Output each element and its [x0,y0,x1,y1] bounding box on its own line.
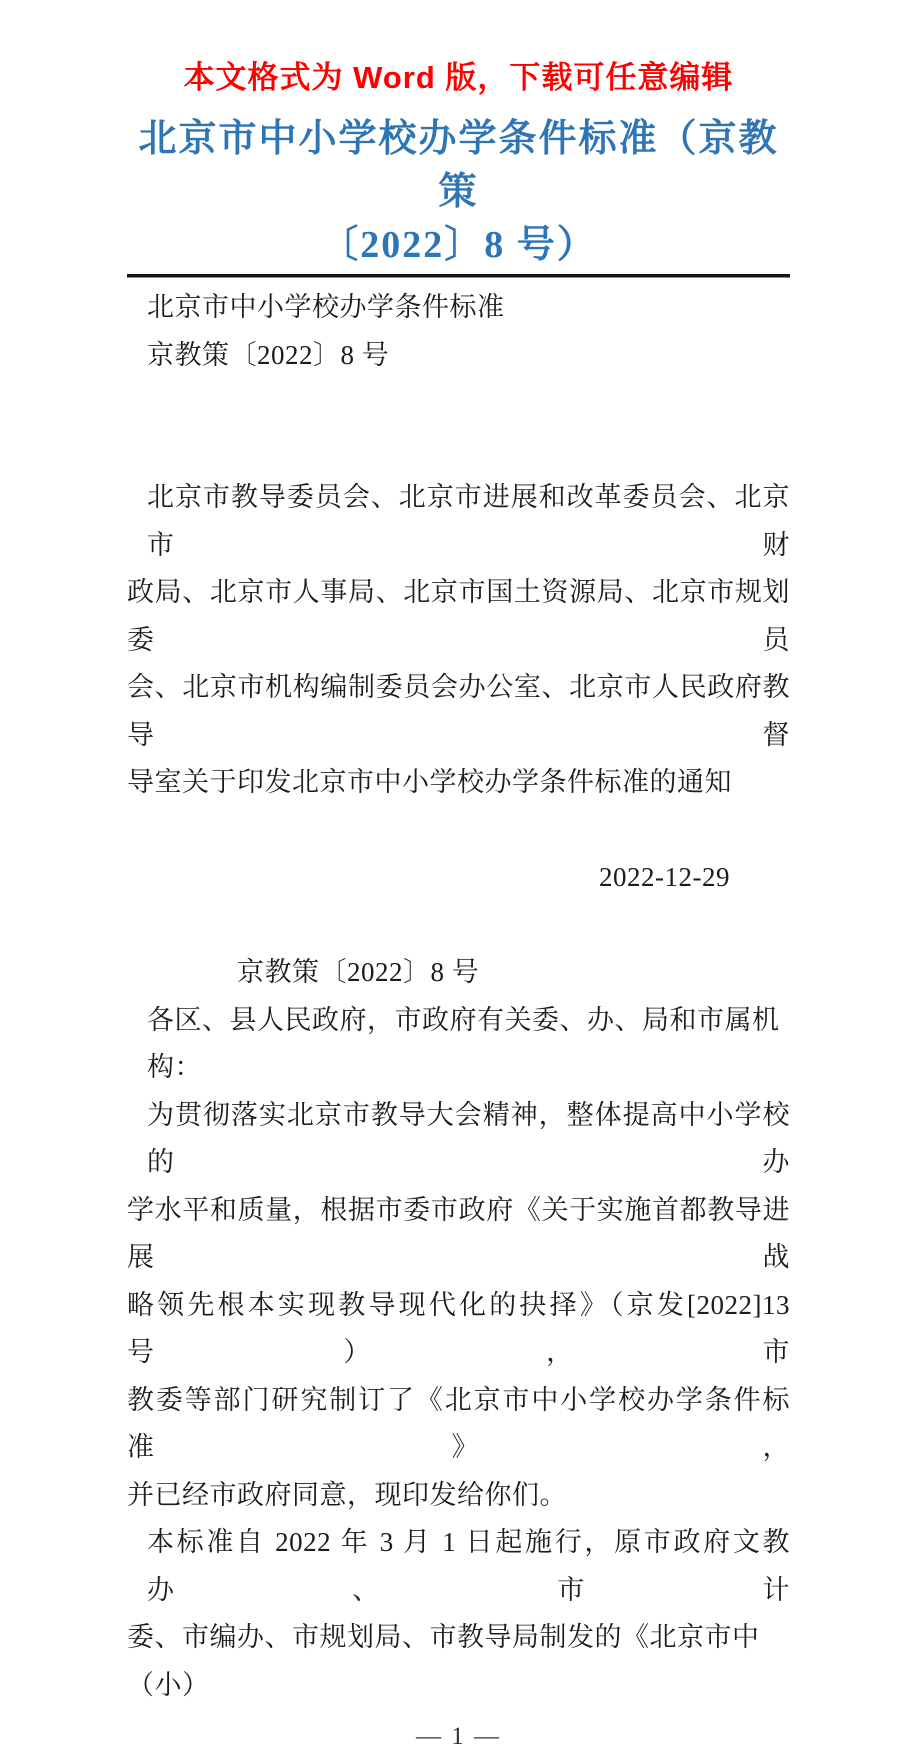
document-title-line-2: 〔2022〕8 号） [320,224,597,266]
blank-line [127,379,790,474]
blank-line [127,807,790,855]
paragraph-line: 会、北京市机构编制委员会办公室、北京市人民政府教导督 [127,672,790,750]
document-title [127,113,790,272]
format-notice-banner: 本文格式为 Word 版，下载可任意编辑 [183,60,734,95]
page-number: — 1 — [416,1723,501,1750]
text-line: 北京市中小学校办学条件标准 [147,292,505,322]
blank-line [127,902,790,950]
paragraph-line: 委、市编办、市规划局、市教导局制发的《北京市中（小） [127,1622,760,1700]
paragraph-line: 为贯彻落实北京市教导大会精神，整体提高中小学校的办 [147,1099,790,1177]
title-divider-rule [127,274,790,278]
paragraph-line: 学水平和质量，根据市委市政府《关于实施首都教导进展战 [127,1194,790,1272]
date-line: 2022-12-29 [599,862,730,892]
text-line: 各区、县人民政府，市政府有关委、办、局和市属机构： [147,1004,780,1082]
text-line: 京教策〔2022〕8 号 [147,339,390,370]
paragraph-line: 并已经市政府同意，现印发给你们。 [127,1479,567,1510]
text-line: 京教策〔2022〕8 号 [237,957,480,987]
document-page [0,57,920,1750]
paragraph-line: 政局、北京市人事局、北京市国土资源局、北京市规划委员 [127,577,790,655]
paragraph-line: 导室关于印发北京市中小学校办学条件标准的通知 [127,767,732,797]
paragraph-line: 教委等部门研究制订了《北京市中小学校办学条件标准》， [127,1384,790,1462]
document-body [127,284,798,1709]
paragraph-line: 略领先根本实现教导现代化的抉择》（京发[2022]13 号），市 [127,1289,798,1367]
paragraph-line: 本标准自 2022 年 3 月 1 日起施行，原市政府文教办、市计 [147,1527,790,1605]
document-title-line-1: 北京市中小学校办学条件标准（京教策 [138,118,779,213]
page-footer [127,1719,790,1755]
paragraph-line: 北京市教导委员会、北京市进展和改革委员会、北京市财 [147,482,790,560]
